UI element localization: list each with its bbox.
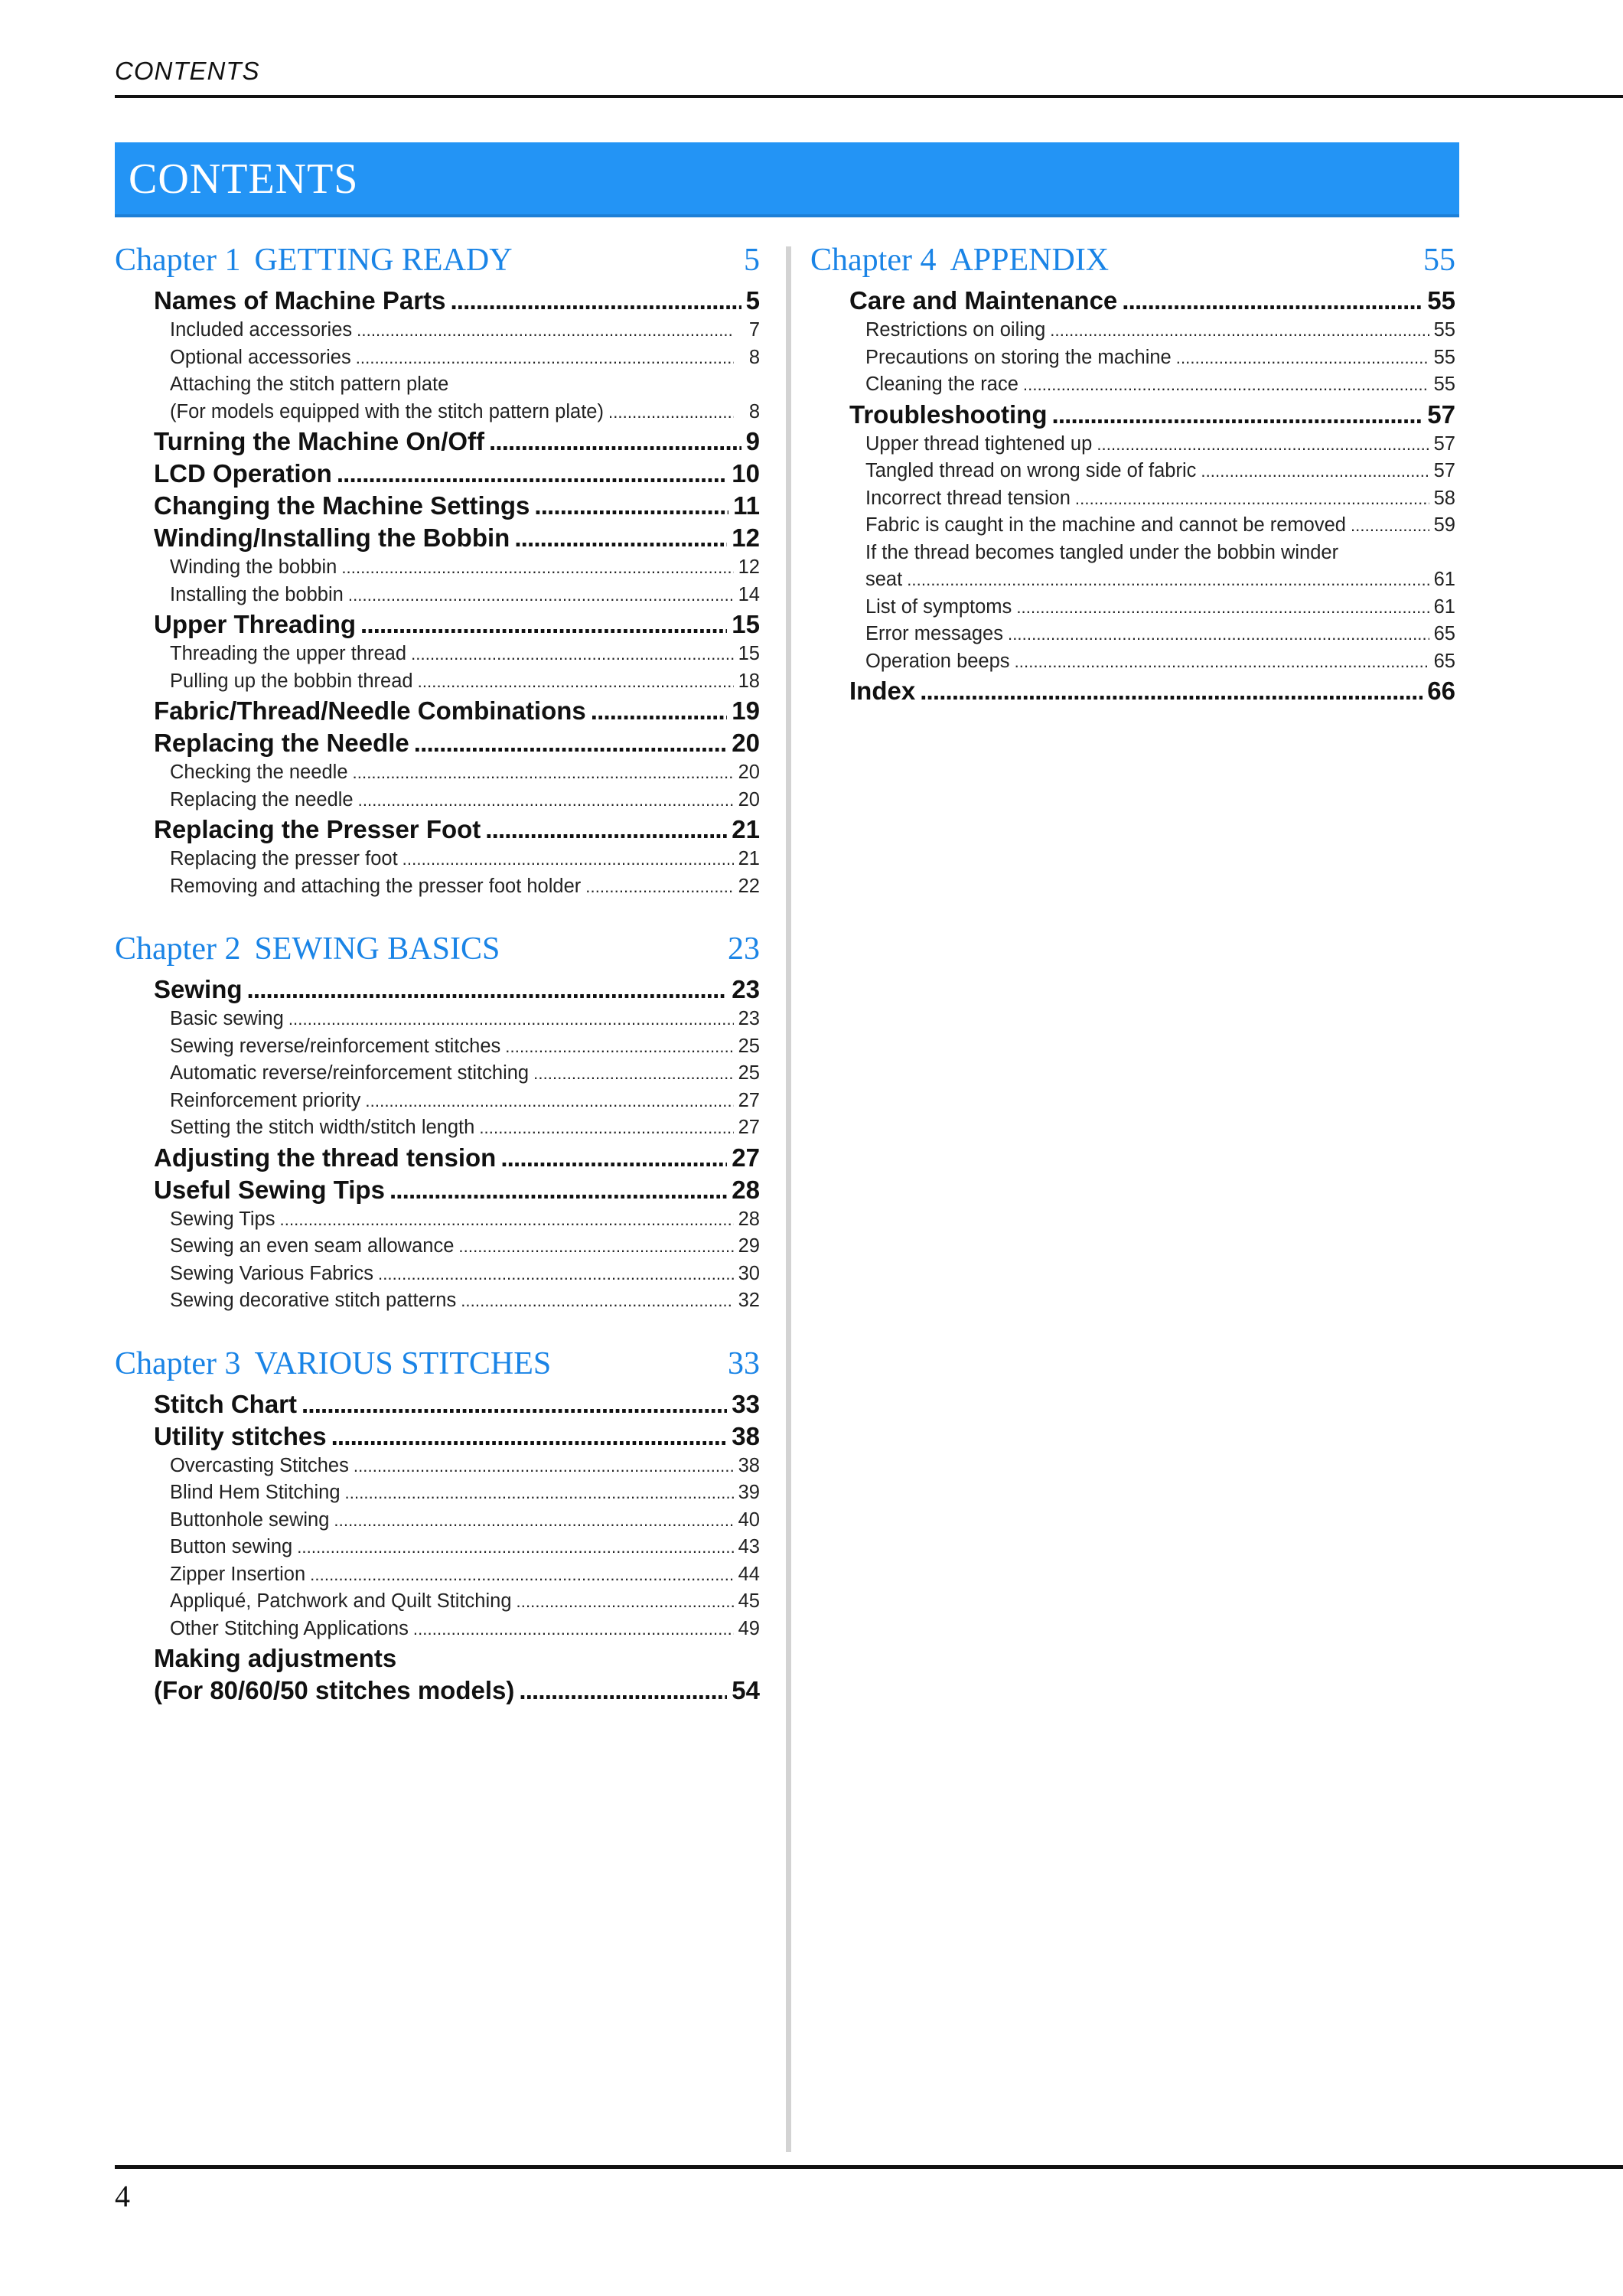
dot-leader	[479, 1114, 733, 1142]
toc-subsection-entry[interactable]	[865, 512, 1455, 540]
toc-subsection-entry[interactable]	[170, 344, 760, 372]
entry-page: 61	[1433, 569, 1455, 590]
dot-leader	[1023, 371, 1429, 399]
dot-leader	[920, 675, 1423, 707]
entry-text: Utility stitches	[154, 1421, 327, 1450]
entry-text: Setting the stitch width/stitch length	[170, 1117, 475, 1138]
dot-leader	[450, 285, 741, 317]
entry-page: 12	[738, 556, 760, 578]
entry-page: 55	[1427, 286, 1455, 315]
entry-page: 28	[732, 1175, 760, 1204]
entry-text: List of symptoms	[865, 595, 1012, 618]
entry-page: 30	[738, 1262, 760, 1284]
toc-subsection-entry[interactable]	[865, 566, 1455, 594]
entry-page: 22	[738, 875, 760, 897]
dot-leader	[907, 566, 1429, 594]
dot-leader	[1201, 458, 1429, 485]
top-rule	[115, 95, 1623, 98]
dot-leader	[1351, 512, 1429, 540]
toc-subsection-entry[interactable]	[170, 582, 760, 609]
toc-section-entry[interactable]	[154, 458, 760, 490]
entry-text: Basic sewing	[170, 1008, 284, 1029]
entry-page: 32	[738, 1290, 760, 1311]
entry-text: Incorrect thread tension	[865, 487, 1071, 509]
dot-leader	[297, 1534, 733, 1561]
toc-subsection-entry[interactable]	[170, 1561, 760, 1589]
toc-section-entry[interactable]	[154, 1420, 760, 1453]
entry-text: Sewing decorative stitch patterns	[170, 1290, 457, 1311]
entry-text: Reinforcement priority	[170, 1089, 361, 1111]
page-title: CONTENTS	[129, 155, 359, 203]
running-head: CONTENTS	[115, 57, 260, 85]
chapter-label: Chapter 3	[115, 1345, 241, 1381]
entry-text: Adjusting the thread tension	[154, 1143, 497, 1172]
entry-text: Operation beeps	[865, 650, 1010, 672]
entry-text: Index	[849, 677, 916, 705]
entry-text: Precautions on storing the machine	[865, 346, 1172, 368]
dot-leader	[1075, 485, 1429, 513]
entry-page: 59	[1433, 514, 1455, 536]
dot-leader	[389, 1174, 727, 1206]
toc-subsection-entry[interactable]	[170, 1507, 760, 1534]
dot-leader	[353, 759, 734, 787]
entry-text: Tangled thread on wrong side of fabric	[865, 460, 1197, 481]
entry-page: 33	[732, 1389, 760, 1418]
entry-text: Included accessories	[170, 319, 353, 341]
entry-page: 65	[1433, 650, 1455, 672]
entry-text: Making adjustments	[154, 1644, 397, 1672]
dot-leader	[331, 1420, 728, 1453]
toc-subsection-entry[interactable]	[865, 431, 1455, 458]
entry-text: Threading the upper thread	[170, 643, 407, 664]
dot-leader	[461, 1287, 733, 1315]
toc-subsection-entry[interactable]	[170, 873, 760, 901]
entry-page: 11	[733, 491, 760, 520]
toc-section-entry[interactable]	[154, 814, 760, 846]
dot-leader	[533, 1060, 734, 1088]
chapter-page: 23	[728, 931, 760, 967]
toc-subsection-entry[interactable]	[865, 594, 1455, 621]
dot-leader	[345, 1479, 734, 1507]
dot-leader	[1015, 648, 1429, 676]
entry-page: 44	[738, 1563, 760, 1585]
entry-page: 57	[1427, 400, 1455, 429]
toc-section-entry[interactable]	[154, 1142, 760, 1174]
entry-text: seat	[865, 569, 903, 590]
toc-subsection-entry[interactable]	[170, 1616, 760, 1643]
entry-text: Turning the Machine On/Off	[154, 427, 485, 455]
entry-text: Pulling up the bobbin thread	[170, 670, 413, 692]
toc-section-entry[interactable]	[154, 608, 760, 641]
dot-leader	[1122, 285, 1423, 317]
toc-subsection-entry[interactable]	[170, 846, 760, 873]
toc-subsection-entry[interactable]	[170, 641, 760, 668]
toc-subsection-entry[interactable]	[865, 371, 1455, 399]
entry-page: 54	[732, 1676, 760, 1704]
dot-leader	[418, 668, 734, 696]
dot-leader	[1176, 344, 1429, 372]
entry-page: 8	[748, 400, 760, 422]
entry-text: Removing and attaching the presser foot holder	[170, 875, 582, 897]
toc-subsection-entry[interactable]	[170, 371, 760, 399]
entry-page: 25	[738, 1062, 760, 1084]
chapter-3	[115, 1345, 760, 1707]
entry-page: 29	[738, 1235, 760, 1257]
chapter-label: Chapter 1	[115, 243, 241, 278]
entry-page: 15	[738, 643, 760, 664]
entry-page: 27	[732, 1143, 760, 1172]
entry-page: 23	[738, 1008, 760, 1029]
entry-text: Restrictions on oiling	[865, 319, 1046, 341]
entry-text: Upper Threading	[154, 610, 357, 638]
entry-text: Useful Sewing Tips	[154, 1175, 385, 1204]
entry-page: 23	[732, 975, 760, 1003]
entry-page: 18	[738, 670, 760, 692]
dot-leader	[517, 1588, 734, 1616]
toc-subsection-entry[interactable]	[170, 554, 760, 582]
entry-page: 45	[738, 1590, 760, 1612]
entry-page: 55	[1433, 373, 1455, 395]
entry-text: Attaching the stitch pattern plate	[170, 373, 449, 395]
dot-leader	[348, 582, 734, 609]
column-divider	[786, 246, 791, 2152]
toc-subsection-entry[interactable]	[865, 621, 1455, 648]
entry-text: LCD Operation	[154, 459, 332, 488]
chapter-title: APPENDIX	[950, 243, 1110, 278]
entry-text: Replacing the Needle	[154, 729, 409, 757]
dot-leader	[247, 974, 728, 1006]
toc-subsection-entry[interactable]	[170, 1453, 760, 1480]
entry-text: Zipper Insertion	[170, 1563, 306, 1585]
entry-text: Buttonhole sewing	[170, 1508, 330, 1531]
entry-text: Sewing an even seam allowance	[170, 1235, 455, 1257]
toc-subsection-entry[interactable]	[170, 317, 760, 344]
dot-leader	[301, 1388, 727, 1420]
toc-column-left	[115, 242, 760, 1707]
toc-subsection-entry[interactable]	[170, 787, 760, 814]
entry-text: If the thread becomes tangled under the bobbin winder	[865, 541, 1339, 563]
page-number: 4	[115, 2179, 130, 2213]
entry-text: Sewing reverse/reinforcement stitches	[170, 1035, 501, 1057]
entry-text: Stitch Chart	[154, 1389, 298, 1418]
entry-text: Overcasting Stitches	[170, 1454, 349, 1476]
toc-subsection-entry[interactable]	[170, 1479, 760, 1507]
dot-leader	[365, 1088, 733, 1115]
entry-page: 21	[738, 848, 760, 869]
entry-page: 10	[732, 459, 760, 488]
dot-leader	[485, 814, 727, 846]
entry-text: Winding/Installing the Bobbin	[154, 523, 510, 552]
toc-subsection-entry[interactable]	[865, 485, 1455, 513]
toc-section-entry[interactable]	[154, 727, 760, 759]
toc-section-entry[interactable]	[154, 522, 760, 554]
entry-text: (For 80/60/50 stitches models)	[154, 1676, 515, 1704]
entry-page: 5	[745, 286, 760, 315]
dot-leader	[356, 344, 734, 372]
dot-leader	[414, 727, 728, 759]
entry-text: Checking the needle	[170, 762, 348, 783]
dot-leader	[402, 846, 734, 873]
dot-leader	[1097, 431, 1429, 458]
dot-leader	[1016, 594, 1429, 621]
toc-subsection-entry[interactable]	[170, 1233, 760, 1261]
entry-page: 39	[738, 1482, 760, 1503]
chapter-heading[interactable]	[115, 931, 760, 970]
toc-section-entry[interactable]	[154, 695, 760, 727]
toc-section-entry[interactable]	[154, 1388, 760, 1420]
dot-leader	[585, 873, 733, 901]
toc-section-entry[interactable]	[154, 974, 760, 1006]
entry-text: Care and Maintenance	[849, 286, 1118, 315]
entry-page: 21	[732, 815, 760, 843]
chapter-4	[810, 242, 1455, 707]
dot-leader	[354, 1453, 734, 1480]
toc-subsection-entry[interactable]	[170, 399, 760, 426]
entry-text: Appliqué, Patchwork and Quilt Stitching	[170, 1590, 512, 1612]
entry-text: Automatic reverse/reinforcement stitching	[170, 1062, 530, 1084]
dot-leader	[458, 1233, 733, 1261]
entry-page: 28	[738, 1208, 760, 1230]
entry-page: 27	[738, 1089, 760, 1111]
entry-page: 40	[738, 1508, 760, 1531]
dot-leader	[413, 1616, 734, 1643]
chapter-title: GETTING READY	[254, 243, 513, 278]
entry-text: Replacing the presser foot	[170, 848, 398, 869]
entry-page: 14	[738, 583, 760, 605]
toc-subsection-entry[interactable]	[865, 540, 1455, 567]
entry-page: 25	[738, 1035, 760, 1057]
entry-text: Troubleshooting	[849, 400, 1048, 429]
entry-text: Blind Hem Stitching	[170, 1482, 341, 1503]
entry-page: 49	[738, 1617, 760, 1639]
entry-page: 8	[748, 346, 760, 368]
entry-text: (For models equipped with the stitch pattern plate)	[170, 400, 604, 422]
dot-leader	[358, 787, 734, 814]
chapter-1	[115, 242, 760, 900]
chapter-page: 5	[744, 243, 760, 278]
entry-text: Button sewing	[170, 1536, 293, 1557]
entry-page: 57	[1433, 432, 1455, 455]
entry-page: 20	[738, 762, 760, 783]
dot-leader	[337, 458, 727, 490]
entry-page: 43	[738, 1536, 760, 1557]
dot-leader	[360, 608, 727, 641]
entry-text: Sewing	[154, 975, 243, 1003]
entry-page: 58	[1433, 487, 1455, 509]
contents-banner	[115, 142, 1459, 217]
dot-leader	[334, 1507, 733, 1534]
toc-section-entry[interactable]	[154, 1174, 760, 1206]
toc-subsection-entry[interactable]	[865, 648, 1455, 676]
entry-page: 66	[1427, 677, 1455, 705]
entry-page: 38	[732, 1421, 760, 1450]
toc-subsection-entry[interactable]	[170, 1033, 760, 1061]
entry-page: 27	[738, 1117, 760, 1138]
toc-section-entry[interactable]	[849, 675, 1455, 707]
entry-page: 55	[1433, 346, 1455, 368]
dot-leader	[378, 1261, 734, 1288]
chapter-title: VARIOUS STITCHES	[254, 1345, 552, 1381]
dot-leader	[310, 1561, 733, 1589]
toc-section-entry[interactable]	[849, 399, 1455, 431]
entry-text: Optional accessories	[170, 346, 351, 368]
bottom-rule	[115, 2165, 1623, 2169]
entry-page: 57	[1433, 460, 1455, 481]
toc-subsection-entry[interactable]	[865, 458, 1455, 485]
entry-text: Sewing Various Fabrics	[170, 1262, 373, 1284]
entry-text: Installing the bobbin	[170, 583, 344, 605]
chapter-heading[interactable]	[810, 242, 1455, 282]
dot-leader	[500, 1142, 727, 1174]
dot-leader	[341, 554, 733, 582]
dot-leader	[608, 399, 734, 426]
chapter-page: 33	[728, 1345, 760, 1381]
dot-leader	[288, 1006, 734, 1033]
entry-page: 9	[745, 427, 760, 455]
toc-subsection-entry[interactable]	[170, 1588, 760, 1616]
entry-text: Replacing the needle	[170, 788, 354, 810]
chapter-2	[115, 931, 760, 1315]
chapter-label: Chapter 2	[115, 931, 241, 967]
toc-section-entry[interactable]	[154, 490, 760, 522]
entry-page: 38	[738, 1454, 760, 1476]
dot-leader	[505, 1033, 733, 1061]
entry-text: Fabric/Thread/Needle Combinations	[154, 696, 586, 725]
toc-section-entry[interactable]	[154, 1642, 760, 1675]
entry-text: Upper thread tightened up	[865, 432, 1093, 455]
chapter-page: 55	[1423, 243, 1455, 278]
entry-page: 15	[732, 610, 760, 638]
dot-leader	[591, 695, 728, 727]
toc-subsection-entry[interactable]	[170, 1261, 760, 1288]
toc-section-entry[interactable]	[849, 285, 1455, 317]
toc-subsection-entry[interactable]	[170, 759, 760, 787]
toc-subsection-entry[interactable]	[170, 1006, 760, 1033]
toc-subsection-entry[interactable]	[170, 668, 760, 696]
dot-leader	[357, 317, 734, 344]
chapter-label: Chapter 4	[810, 243, 937, 278]
entry-page: 12	[732, 523, 760, 552]
dot-leader	[1008, 621, 1429, 648]
toc-subsection-entry[interactable]	[865, 317, 1455, 344]
toc-subsection-entry[interactable]	[170, 1060, 760, 1088]
toc-subsection-entry[interactable]	[170, 1287, 760, 1315]
entry-text: Fabric is caught in the machine and cannot be removed	[865, 514, 1346, 536]
entry-text: Winding the bobbin	[170, 556, 337, 578]
entry-page: 7	[748, 319, 760, 341]
chapter-heading[interactable]	[115, 242, 760, 282]
toc-column-right	[810, 242, 1455, 707]
entry-text: Cleaning the race	[865, 373, 1018, 395]
entry-page: 19	[732, 696, 760, 725]
toc-subsection-entry[interactable]	[170, 1088, 760, 1115]
entry-page: 20	[738, 788, 760, 810]
dot-leader	[514, 522, 727, 554]
dot-leader	[411, 641, 734, 668]
entry-text: Other Stitching Applications	[170, 1617, 409, 1639]
entry-text: Changing the Machine Settings	[154, 491, 530, 520]
entry-text: Names of Machine Parts	[154, 286, 446, 315]
entry-text: Sewing Tips	[170, 1208, 275, 1230]
chapter-title: SEWING BASICS	[254, 931, 500, 967]
entry-text: Replacing the Presser Foot	[154, 815, 481, 843]
toc-subsection-entry[interactable]	[170, 1534, 760, 1561]
dot-leader	[534, 490, 728, 522]
entry-page: 61	[1433, 595, 1455, 618]
dot-leader	[1050, 317, 1429, 344]
entry-page: 55	[1433, 319, 1455, 341]
dot-leader	[489, 426, 741, 458]
toc-subsection-entry[interactable]	[170, 1114, 760, 1142]
entry-text: Error messages	[865, 623, 1003, 644]
dot-leader	[1051, 399, 1423, 431]
toc-section-entry[interactable]	[154, 285, 760, 317]
toc-subsection-entry[interactable]	[170, 1206, 760, 1234]
dot-leader	[280, 1206, 734, 1234]
toc-section-entry[interactable]	[154, 426, 760, 458]
entry-page: 20	[732, 729, 760, 757]
entry-page: 65	[1433, 623, 1455, 644]
chapter-heading[interactable]	[115, 1345, 760, 1385]
toc-section-entry[interactable]	[154, 1675, 760, 1707]
dot-leader	[519, 1675, 727, 1707]
toc-subsection-entry[interactable]	[865, 344, 1455, 372]
